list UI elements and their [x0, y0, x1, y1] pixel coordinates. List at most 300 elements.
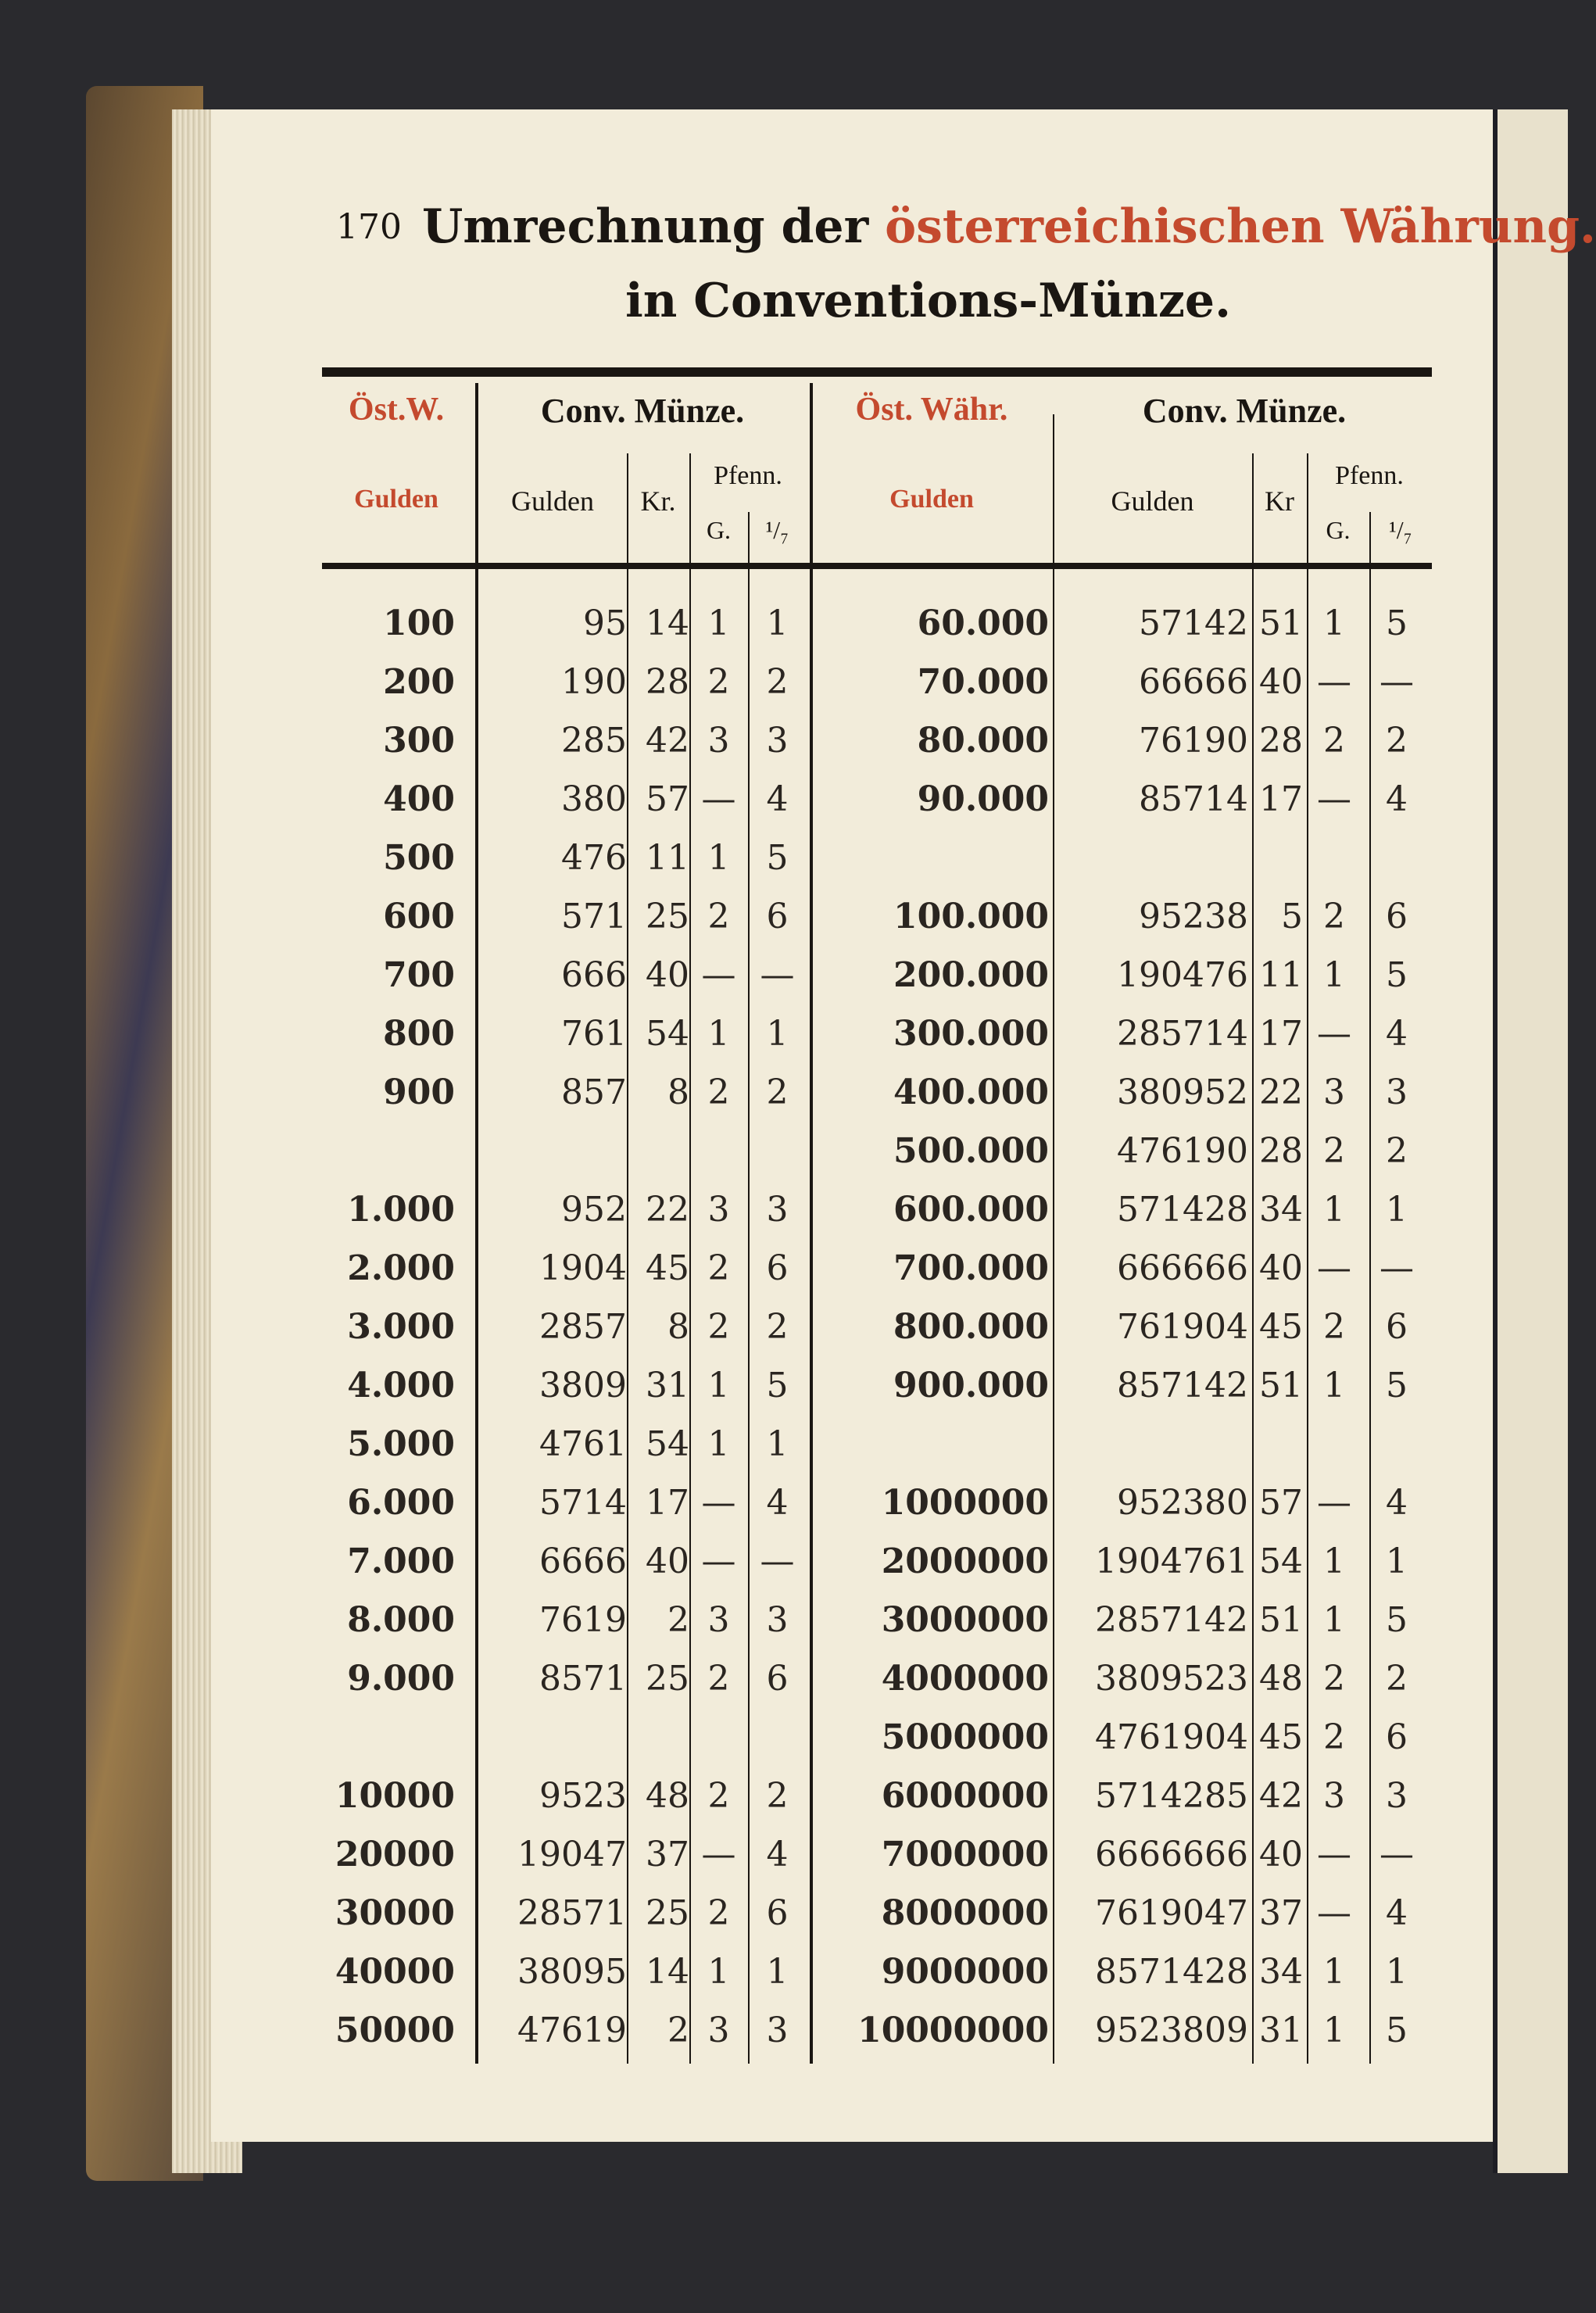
conv-kreuzer: 17 — [646, 1483, 689, 1523]
conv-pfennig: — — [1317, 1483, 1351, 1523]
oest-waehr-amount: 800.000 — [893, 1307, 1049, 1347]
conv-pfennig: 1 — [707, 1014, 730, 1054]
conv-gulden: 9523809 — [1095, 2010, 1248, 2050]
conv-kreuzer: 11 — [646, 838, 689, 878]
spacer — [455, 1649, 478, 1708]
conv-gulden: 761904 — [1117, 1307, 1248, 1347]
oest-w-amount: 30000 — [335, 1893, 455, 1933]
oest-w-amount: 20000 — [335, 1835, 455, 1874]
conv-seventh: 3 — [1386, 1072, 1408, 1112]
table-row — [322, 1708, 1428, 1767]
spacer — [455, 829, 478, 887]
conv-seventh: 3 — [766, 1190, 789, 1230]
spacer — [455, 1356, 478, 1415]
col-gulden-left: Gulden — [511, 485, 594, 517]
conv-gulden: 5714 — [539, 1483, 627, 1523]
oest-w-amount: 100 — [383, 603, 455, 643]
conv-pfennig: 1 — [1323, 603, 1345, 643]
conv-kreuzer: 34 — [1259, 1190, 1303, 1230]
conv-kreuzer: 28 — [1259, 1131, 1303, 1171]
table-row — [322, 1942, 1428, 2001]
conv-gulden: 9523 — [539, 1776, 627, 1816]
conv-pfennig: — — [1317, 1835, 1351, 1874]
conv-kreuzer: 25 — [646, 897, 689, 936]
conv-kreuzer: 54 — [646, 1424, 689, 1464]
table-row — [322, 1122, 1428, 1180]
table-row — [322, 2001, 1428, 2060]
oest-waehr-amount: 1000000 — [881, 1483, 1049, 1523]
table-row — [322, 1767, 1428, 1825]
spacer — [455, 1473, 478, 1532]
oest-w-amount: 1.000 — [347, 1190, 455, 1230]
conv-gulden: 95238 — [1139, 897, 1248, 936]
table-row — [322, 1298, 1428, 1356]
oest-w-amount: 7.000 — [347, 1541, 455, 1581]
conv-gulden: 6666666 — [1095, 1835, 1248, 1874]
conv-pfennig: 3 — [1323, 1072, 1345, 1112]
conv-seventh: — — [760, 955, 795, 995]
conv-kreuzer: 2 — [667, 1600, 689, 1640]
table-row — [322, 1356, 1428, 1415]
conv-gulden: 38095 — [517, 1952, 627, 1992]
conv-seventh: — — [1380, 1835, 1414, 1874]
conv-pfennig: 2 — [707, 1248, 730, 1288]
table-row — [322, 594, 1428, 653]
conv-seventh — [748, 1708, 807, 1767]
conv-seventh: 5 — [766, 838, 789, 878]
conv-gulden: 76190 — [1139, 721, 1248, 761]
col-head-oest-waehr: Öst. Währ. — [855, 392, 1008, 428]
conv-kreuzer: 31 — [646, 1366, 689, 1405]
conv-pfennig: 1 — [707, 1366, 730, 1405]
spacer — [455, 1884, 478, 1942]
conv-gulden: 3809523 — [1095, 1659, 1248, 1699]
data-table — [322, 594, 1428, 2060]
conv-kreuzer — [627, 1708, 689, 1767]
spacer — [455, 711, 478, 770]
oest-w-amount: 40000 — [335, 1952, 455, 1992]
table-row — [322, 1532, 1428, 1591]
conv-kreuzer: 28 — [1259, 721, 1303, 761]
conv-gulden: 95 — [583, 603, 627, 643]
conv-gulden: 2857 — [539, 1307, 627, 1347]
conv-seventh: 2 — [1386, 1131, 1408, 1171]
conv-seventh: — — [1380, 662, 1414, 702]
conv-gulden: 4761904 — [1095, 1717, 1248, 1757]
conv-kreuzer: 45 — [1259, 1717, 1303, 1757]
col-gulden-right: Gulden — [1111, 485, 1194, 517]
conv-gulden: 1904761 — [1095, 1541, 1248, 1581]
conv-gulden: 5714285 — [1095, 1776, 1248, 1816]
conv-kreuzer: 48 — [1259, 1659, 1303, 1699]
conv-pfennig: 1 — [707, 838, 730, 878]
conv-pfennig: — — [1317, 1014, 1351, 1054]
table-row — [322, 653, 1428, 711]
conv-seventh — [1365, 829, 1428, 887]
conv-seventh: 6 — [1386, 1717, 1408, 1757]
conv-pfennig: 3 — [707, 2010, 730, 2050]
col-pfenn-right: Pfenn. — [1335, 461, 1404, 490]
conv-pfennig: — — [1317, 1248, 1351, 1288]
col-kr-left: Kr. — [640, 485, 676, 517]
conv-pfennig: — — [701, 1835, 736, 1874]
conv-pfennig: 2 — [1323, 1131, 1345, 1171]
conv-kreuzer: 40 — [1259, 1835, 1303, 1874]
oest-waehr-amount: 10000000 — [857, 2010, 1049, 2050]
conv-seventh: 2 — [1386, 1659, 1408, 1699]
conv-pfennig: — — [1317, 662, 1351, 702]
conv-kreuzer: 51 — [1259, 603, 1303, 643]
conv-pfennig: 2 — [707, 1659, 730, 1699]
table-row — [322, 1884, 1428, 1942]
conv-gulden: 952 — [561, 1190, 627, 1230]
conv-kreuzer: 37 — [646, 1835, 689, 1874]
oest-waehr-amount: 2000000 — [881, 1541, 1049, 1581]
oest-waehr-amount: 80.000 — [917, 721, 1049, 761]
page-title: Umrechnung der österreichischen Währung. — [422, 199, 1596, 254]
oest-w-amount: 600 — [383, 897, 455, 936]
conv-pfennig: 1 — [1323, 2010, 1345, 2050]
conv-seventh: 4 — [766, 779, 789, 819]
conv-gulden: 8571 — [539, 1659, 627, 1699]
oest-w-amount: 800 — [383, 1014, 455, 1054]
conv-seventh: 4 — [766, 1483, 789, 1523]
conv-seventh: 1 — [1386, 1190, 1408, 1230]
oest-waehr-amount — [807, 1415, 1049, 1473]
conv-kreuzer: 54 — [646, 1014, 689, 1054]
conv-kreuzer: 42 — [1259, 1776, 1303, 1816]
spacer — [455, 946, 478, 1004]
conv-kreuzer: 40 — [646, 1541, 689, 1581]
conv-seventh: 1 — [1386, 1541, 1408, 1581]
conv-gulden: 19047 — [517, 1835, 627, 1874]
conv-pfennig: 2 — [707, 1307, 730, 1347]
conv-seventh: 2 — [1386, 721, 1408, 761]
oest-w-amount — [322, 1708, 455, 1767]
conv-gulden: 761 — [561, 1014, 627, 1054]
oest-w-amount: 500 — [383, 838, 455, 878]
conv-kreuzer: 40 — [1259, 662, 1303, 702]
conv-seventh: 2 — [766, 1307, 789, 1347]
conv-pfennig: 1 — [1323, 1541, 1345, 1581]
conv-kreuzer: 17 — [1259, 779, 1303, 819]
conv-pfennig: — — [701, 1483, 736, 1523]
oest-waehr-amount: 70.000 — [917, 662, 1049, 702]
oest-waehr-amount: 100.000 — [893, 897, 1049, 936]
col-g-right: G. — [1326, 516, 1351, 544]
conv-pfennig: — — [1317, 1893, 1351, 1933]
conv-seventh: 2 — [766, 662, 789, 702]
table-row — [322, 770, 1428, 829]
conv-pfennig: — — [701, 779, 736, 819]
conv-kreuzer: 2 — [667, 2010, 689, 2050]
conv-kreuzer: 45 — [646, 1248, 689, 1288]
conv-pfennig: 2 — [1323, 897, 1345, 936]
conv-gulden: 190 — [561, 662, 627, 702]
conv-seventh: 4 — [1386, 1483, 1408, 1523]
conv-pfennig: 1 — [1323, 1952, 1345, 1992]
oest-waehr-amount: 9000000 — [881, 1952, 1049, 1992]
conv-gulden: 476 — [561, 838, 627, 878]
conv-kreuzer: 40 — [646, 955, 689, 995]
col-gulden-right-red: Gulden — [889, 485, 974, 514]
table-top-rule — [322, 367, 1432, 377]
spacer — [455, 1708, 478, 1767]
col-head-oest-w: Öst.W. — [348, 392, 445, 428]
conv-pfennig: 3 — [1323, 1776, 1345, 1816]
conv-seventh: — — [1380, 1248, 1414, 1288]
conv-seventh: 4 — [766, 1835, 789, 1874]
conv-kreuzer: 34 — [1259, 1952, 1303, 1992]
table-row — [322, 946, 1428, 1004]
table-row — [322, 1180, 1428, 1239]
table-row — [322, 1825, 1428, 1884]
conv-seventh: 6 — [1386, 897, 1408, 936]
conv-seventh: 3 — [766, 2010, 789, 2050]
conv-pfennig: 2 — [1323, 721, 1345, 761]
conv-gulden: 8571428 — [1095, 1952, 1248, 1992]
conv-seventh: 5 — [1386, 1600, 1408, 1640]
table-body — [322, 594, 1428, 2060]
spacer — [455, 1063, 478, 1122]
oest-waehr-amount: 400.000 — [893, 1072, 1049, 1112]
conv-seventh: 5 — [1386, 955, 1408, 995]
conv-kreuzer: 51 — [1259, 1600, 1303, 1640]
conv-pfennig: 2 — [707, 1893, 730, 1933]
oest-waehr-amount: 700.000 — [893, 1248, 1049, 1288]
oest-w-amount: 3.000 — [347, 1307, 455, 1347]
conv-kreuzer: 28 — [646, 662, 689, 702]
conv-gulden: 476190 — [1117, 1131, 1248, 1171]
conv-seventh: 4 — [1386, 1014, 1408, 1054]
oest-w-amount: 50000 — [335, 2010, 455, 2050]
conv-seventh: 1 — [766, 1014, 789, 1054]
conv-kreuzer: 8 — [667, 1072, 689, 1112]
conv-kreuzer: 48 — [646, 1776, 689, 1816]
conv-pfennig — [1303, 1415, 1365, 1473]
conv-seventh: 1 — [766, 603, 789, 643]
conv-seventh: 6 — [766, 897, 789, 936]
table-row — [322, 1591, 1428, 1649]
conv-pfennig: — — [701, 1541, 736, 1581]
page-subtitle: in Conventions-Münze. — [625, 274, 1231, 328]
spacer — [455, 2001, 478, 2060]
conv-gulden: 857 — [561, 1072, 627, 1112]
oest-waehr-amount: 4000000 — [881, 1659, 1049, 1699]
oest-w-amount: 700 — [383, 955, 455, 995]
conv-gulden: 952380 — [1117, 1483, 1248, 1523]
conv-pfennig: 2 — [707, 1776, 730, 1816]
conversion-table — [322, 367, 1432, 2079]
oest-w-amount: 8.000 — [347, 1600, 455, 1640]
conv-kreuzer: 51 — [1259, 1366, 1303, 1405]
conv-gulden: 666 — [561, 955, 627, 995]
conv-gulden: 380952 — [1117, 1072, 1248, 1112]
conv-kreuzer — [1248, 829, 1303, 887]
conv-kreuzer — [627, 1122, 689, 1180]
conv-pfennig: 3 — [707, 721, 730, 761]
conv-gulden — [1049, 829, 1248, 887]
oest-w-amount: 10000 — [335, 1776, 455, 1816]
conv-seventh: 5 — [766, 1366, 789, 1405]
table-row — [322, 1239, 1428, 1298]
conv-gulden — [1049, 1415, 1248, 1473]
spacer — [455, 1004, 478, 1063]
conv-pfennig: 2 — [707, 1072, 730, 1112]
table-row — [322, 1063, 1428, 1122]
conv-pfennig: 2 — [707, 662, 730, 702]
oest-w-amount — [322, 1122, 455, 1180]
oest-waehr-amount: 3000000 — [881, 1600, 1049, 1640]
oest-waehr-amount: 200.000 — [893, 955, 1049, 995]
conv-seventh: 2 — [766, 1776, 789, 1816]
conv-kreuzer: 37 — [1259, 1893, 1303, 1933]
conv-seventh: 6 — [766, 1659, 789, 1699]
conv-pfennig: 1 — [707, 603, 730, 643]
conv-pfennig: 2 — [707, 897, 730, 936]
oest-waehr-amount: 90.000 — [917, 779, 1049, 819]
col-gulden-left-red: Gulden — [354, 485, 438, 514]
conv-gulden: 2857142 — [1095, 1600, 1248, 1640]
conv-gulden — [478, 1122, 627, 1180]
spacer — [455, 887, 478, 946]
conv-pfennig: 2 — [1323, 1659, 1345, 1699]
conv-gulden: 7619 — [539, 1600, 627, 1640]
conv-gulden: 6666 — [539, 1541, 627, 1581]
conv-kreuzer: 25 — [646, 1659, 689, 1699]
oest-w-amount: 2.000 — [347, 1248, 455, 1288]
conv-gulden: 57142 — [1139, 603, 1248, 643]
oest-w-amount: 400 — [383, 779, 455, 819]
conv-pfennig: 1 — [707, 1952, 730, 1992]
conv-gulden: 28571 — [517, 1893, 627, 1933]
oest-waehr-amount: 500.000 — [893, 1131, 1049, 1171]
conv-seventh: 1 — [766, 1952, 789, 1992]
table-row — [322, 887, 1428, 946]
conv-pfennig: 1 — [707, 1424, 730, 1464]
conv-seventh: — — [760, 1541, 795, 1581]
conv-kreuzer: 40 — [1259, 1248, 1303, 1288]
conv-kreuzer: 8 — [667, 1307, 689, 1347]
conv-seventh: 5 — [1386, 603, 1408, 643]
conv-gulden: 380 — [561, 779, 627, 819]
conv-gulden: 3809 — [539, 1366, 627, 1405]
spacer — [455, 1767, 478, 1825]
conv-kreuzer: 14 — [646, 1952, 689, 1992]
conv-kreuzer: 11 — [1259, 955, 1303, 995]
spacer — [455, 1591, 478, 1649]
conv-kreuzer: 45 — [1259, 1307, 1303, 1347]
conv-pfennig — [1303, 829, 1365, 887]
conv-pfennig: 1 — [1323, 955, 1345, 995]
oest-w-amount: 5.000 — [347, 1424, 455, 1464]
conv-gulden — [478, 1708, 627, 1767]
table-row — [322, 1004, 1428, 1063]
spacer — [455, 1122, 478, 1180]
spacer — [455, 1942, 478, 2001]
conv-pfennig: 2 — [1323, 1717, 1345, 1757]
oest-w-amount: 300 — [383, 721, 455, 761]
spacer — [455, 1180, 478, 1239]
conv-kreuzer: 57 — [1259, 1483, 1303, 1523]
conv-pfennig: 3 — [707, 1600, 730, 1640]
conv-seventh: 4 — [1386, 779, 1408, 819]
conv-gulden: 85714 — [1139, 779, 1248, 819]
conv-pfennig: — — [701, 955, 736, 995]
spacer — [455, 1239, 478, 1298]
conv-kreuzer: 57 — [646, 779, 689, 819]
conv-pfennig: 1 — [1323, 1600, 1345, 1640]
conv-seventh: 6 — [766, 1893, 789, 1933]
conv-gulden: 47619 — [517, 2010, 627, 2050]
conv-pfennig — [689, 1708, 748, 1767]
conv-gulden: 285 — [561, 721, 627, 761]
oest-w-amount: 200 — [383, 662, 455, 702]
conv-seventh: 1 — [1386, 1952, 1408, 1992]
oest-waehr-amount: 600.000 — [893, 1190, 1049, 1230]
conv-gulden: 190476 — [1117, 955, 1248, 995]
oest-w-amount: 4.000 — [347, 1366, 455, 1405]
oest-w-amount: 9.000 — [347, 1659, 455, 1699]
oest-waehr-amount: 7000000 — [881, 1835, 1049, 1874]
spacer — [455, 1532, 478, 1591]
table-row — [322, 1649, 1428, 1708]
conv-seventh — [748, 1122, 807, 1180]
conv-seventh — [1365, 1415, 1428, 1473]
conv-kreuzer: 14 — [646, 603, 689, 643]
oest-waehr-amount: 900.000 — [893, 1366, 1049, 1405]
col-head-conv-right: Conv. Münze. — [1142, 392, 1347, 430]
conv-seventh: 1 — [766, 1424, 789, 1464]
conv-gulden: 571 — [561, 897, 627, 936]
conv-seventh: 2 — [766, 1072, 789, 1112]
conv-kreuzer: 54 — [1259, 1541, 1303, 1581]
conv-kreuzer — [1248, 1415, 1303, 1473]
conv-seventh: 5 — [1386, 2010, 1408, 2050]
conv-pfennig: 3 — [707, 1190, 730, 1230]
conv-gulden: 66666 — [1139, 662, 1248, 702]
conv-gulden: 666666 — [1117, 1248, 1248, 1288]
conv-kreuzer: 22 — [1259, 1072, 1303, 1112]
conv-seventh: 4 — [1386, 1893, 1408, 1933]
conv-kreuzer: 17 — [1259, 1014, 1303, 1054]
oest-waehr-amount: 300.000 — [893, 1014, 1049, 1054]
conv-kreuzer: 22 — [646, 1190, 689, 1230]
spacer — [455, 770, 478, 829]
conv-kreuzer: 25 — [646, 1893, 689, 1933]
col-g-left: G. — [706, 516, 732, 544]
col-kr-right: Kr — [1265, 485, 1294, 517]
oest-waehr-amount: 5000000 — [881, 1717, 1049, 1757]
conv-pfennig: 1 — [1323, 1366, 1345, 1405]
spacer — [455, 594, 478, 653]
spacer — [455, 1825, 478, 1884]
table-row — [322, 1473, 1428, 1532]
col-seventh-right: ¹/₇ — [1389, 516, 1412, 544]
conv-pfennig: 2 — [1323, 1307, 1345, 1347]
page-header — [336, 199, 1596, 340]
conv-gulden: 285714 — [1117, 1014, 1248, 1054]
conv-seventh: 3 — [766, 721, 789, 761]
table-row — [322, 1415, 1428, 1473]
oest-waehr-amount: 6000000 — [881, 1776, 1049, 1816]
spacer — [455, 653, 478, 711]
oest-waehr-amount — [807, 829, 1049, 887]
conv-gulden: 857142 — [1117, 1366, 1248, 1405]
conv-seventh: 3 — [766, 1600, 789, 1640]
conv-seventh: 6 — [1386, 1307, 1408, 1347]
oest-waehr-amount: 60.000 — [917, 603, 1049, 643]
